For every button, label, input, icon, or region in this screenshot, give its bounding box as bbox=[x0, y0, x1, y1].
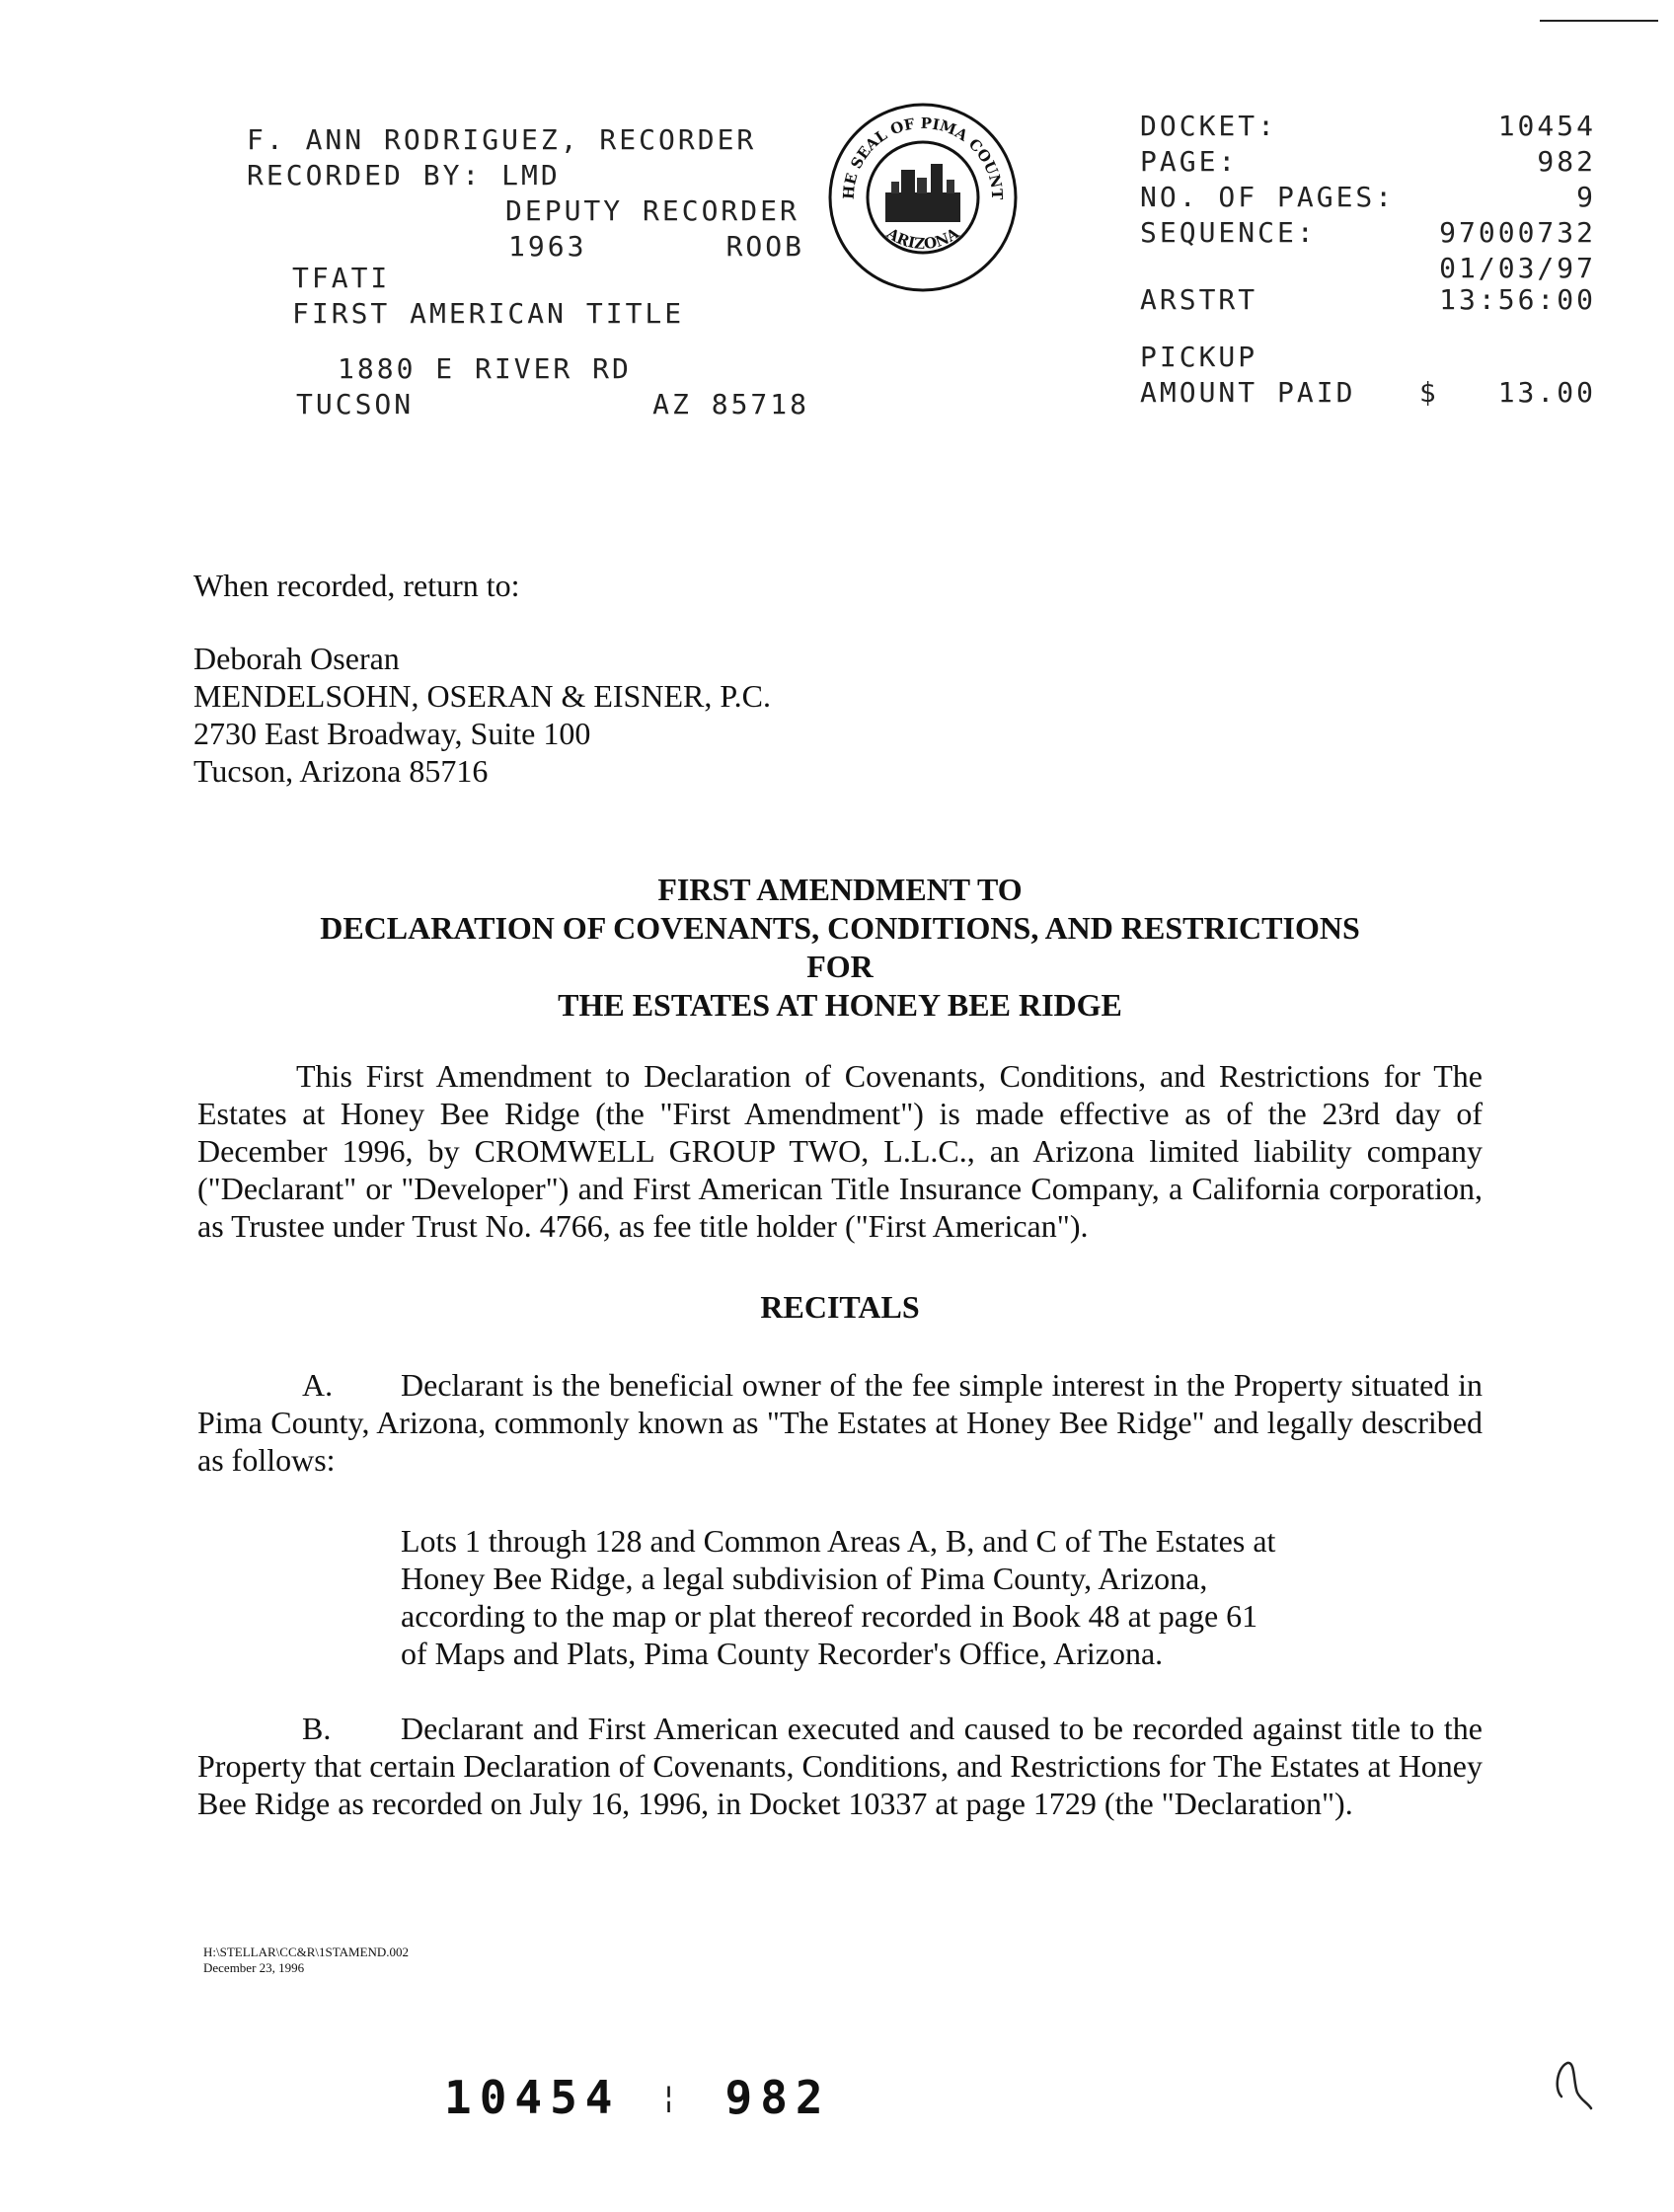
title-line-3: FOR bbox=[806, 949, 874, 984]
stamp-separator: ¦ bbox=[659, 2080, 686, 2115]
recorder-codes bbox=[247, 229, 804, 265]
pages-label: NO. OF PAGES: bbox=[1140, 181, 1396, 213]
pima-county-seal bbox=[824, 99, 1022, 296]
scan-edge-line bbox=[1540, 20, 1658, 22]
svg-text:THE SEAL OF PIMA COUNTY bbox=[824, 99, 1006, 201]
bottom-docket-stamp bbox=[444, 2071, 831, 2124]
seal-graphic bbox=[824, 99, 1022, 296]
recitals-heading: RECITALS bbox=[760, 1289, 920, 1325]
handwritten-mark bbox=[1548, 2053, 1597, 2112]
page-value: 982 bbox=[1537, 145, 1596, 178]
title-line-1: FIRST AMENDMENT TO bbox=[657, 872, 1023, 907]
return-to-address bbox=[193, 640, 983, 790]
recorder-block bbox=[247, 122, 819, 265]
agent-address-block bbox=[296, 351, 809, 422]
recorder-code-right: ROOB bbox=[725, 230, 804, 263]
agent-city-line bbox=[296, 387, 809, 422]
return-to-line-4: Tucson, Arizona 85716 bbox=[193, 753, 489, 789]
pages-value: 9 bbox=[1576, 181, 1596, 213]
legal-description: Lots 1 through 128 and Common Areas A, B, and C of The Estates at Honey Bee Ridge, a legal subdivision of Pima County, Arizona, according to the map or plat thereof recorded in Book 48 at page 61 of Maps and Plats, Pima County Recorder's Office, Arizona. bbox=[401, 1523, 1276, 1671]
recital-b-text: Declarant and First American executed and caused to be recorded against title to the Property that certain Declaration of Covenants, Conditions, and Restrictions for The Estates at Honey Bee Ridge as recorded on July 16, 1996, in Docket 10337 at page 1729 (the "Declaration"). bbox=[197, 1711, 1483, 1821]
dollar-sign: $ bbox=[1418, 376, 1439, 409]
page-row bbox=[1140, 144, 1596, 180]
return-to-line-2: MENDELSOHN, OSERAN & EISNER, P.C. bbox=[193, 678, 771, 714]
title-line-4: THE ESTATES AT HONEY BEE RIDGE bbox=[558, 987, 1122, 1023]
stamp-docket: 10454 bbox=[444, 2071, 621, 2124]
docket-row bbox=[1140, 109, 1596, 144]
docket-value: 10454 bbox=[1497, 110, 1596, 142]
intro-paragraph: This First Amendment to Declaration of Covenants, Conditions, and Restrictions for The Estates at Honey Bee Ridge (the "First Amendment") is made effective as of the 23rd day of December 1996, by CROMWELL GROUP TWO, L.L.C., an Arizona limited liability company ("Declarant" or "Developer") and First American Title Insurance Company, a California corporation, as Trustee under Trust No. 4766, as fee title holder ("First American"). bbox=[197, 1058, 1483, 1244]
document-title bbox=[193, 871, 1486, 1025]
agent-city: TUCSON bbox=[296, 388, 415, 420]
date-row bbox=[1140, 251, 1596, 286]
amount-label: AMOUNT PAID bbox=[1140, 376, 1356, 409]
docket-info-block bbox=[1140, 109, 1596, 411]
footer-file-path: H:\STELLAR\CC&R\1STAMEND.002 bbox=[203, 1945, 410, 1959]
arstrt-label: ARSTRT bbox=[1140, 283, 1258, 316]
recorded-date: 01/03/97 bbox=[1439, 252, 1596, 284]
svg-text:ARIZONA bbox=[882, 224, 962, 253]
deputy-recorder: DEPUTY RECORDER bbox=[505, 194, 799, 227]
footer-file-info bbox=[203, 1945, 409, 1976]
recorded-time: 13:56:00 bbox=[1439, 283, 1596, 316]
recital-b bbox=[197, 1710, 1483, 1822]
seal-bottom-text: ARIZONA bbox=[883, 224, 962, 254]
pages-row bbox=[1140, 180, 1596, 215]
amount-value: 13.00 bbox=[1497, 376, 1596, 409]
agent-code: TFATI bbox=[292, 262, 391, 294]
recital-b-marker: B. bbox=[302, 1711, 332, 1746]
stamp-page: 982 bbox=[724, 2071, 831, 2124]
footer-date: December 23, 1996 bbox=[203, 1960, 305, 1975]
title-agent-block bbox=[292, 261, 786, 332]
pickup-label: PICKUP bbox=[1140, 341, 1258, 373]
recital-a-text: Declarant is the beneficial owner of the fee simple interest in the Property situated in Pima County, Arizona, commonly known as "The Estates at Honey Bee Ridge" and legally described as follows: bbox=[197, 1367, 1483, 1478]
recital-a-marker: A. bbox=[302, 1367, 334, 1403]
handwritten-mark-graphic bbox=[1548, 2053, 1597, 2112]
agent-company: FIRST AMERICAN TITLE bbox=[292, 297, 685, 330]
recorder-code-left: 1963 bbox=[508, 230, 587, 263]
sequence-row bbox=[1140, 215, 1596, 251]
recorder-name: F. ANN RODRIGUEZ, RECORDER bbox=[247, 123, 757, 156]
recorded-by: RECORDED BY: LMD bbox=[247, 159, 561, 191]
return-to-label: When recorded, return to: bbox=[193, 568, 520, 603]
recital-a bbox=[197, 1366, 1483, 1479]
arstrt-row bbox=[1140, 282, 1596, 318]
agent-state-zip: AZ 85718 bbox=[652, 388, 809, 420]
return-to-line-3: 2730 East Broadway, Suite 100 bbox=[193, 716, 591, 751]
agent-street: 1880 E RIVER RD bbox=[338, 352, 632, 385]
page-label: PAGE: bbox=[1140, 145, 1239, 178]
return-to-line-1: Deborah Oseran bbox=[193, 641, 400, 676]
amount-group bbox=[1419, 375, 1596, 411]
seal-top-text: HE SEAL OF PIMA COUNT bbox=[839, 114, 1007, 200]
amount-row bbox=[1140, 375, 1596, 411]
sequence-value: 97000732 bbox=[1439, 216, 1596, 249]
title-line-2: DECLARATION OF COVENANTS, CONDITIONS, AND RESTRICTIONS bbox=[320, 910, 1360, 946]
sequence-label: SEQUENCE: bbox=[1140, 216, 1317, 249]
docket-label: DOCKET: bbox=[1140, 110, 1278, 142]
